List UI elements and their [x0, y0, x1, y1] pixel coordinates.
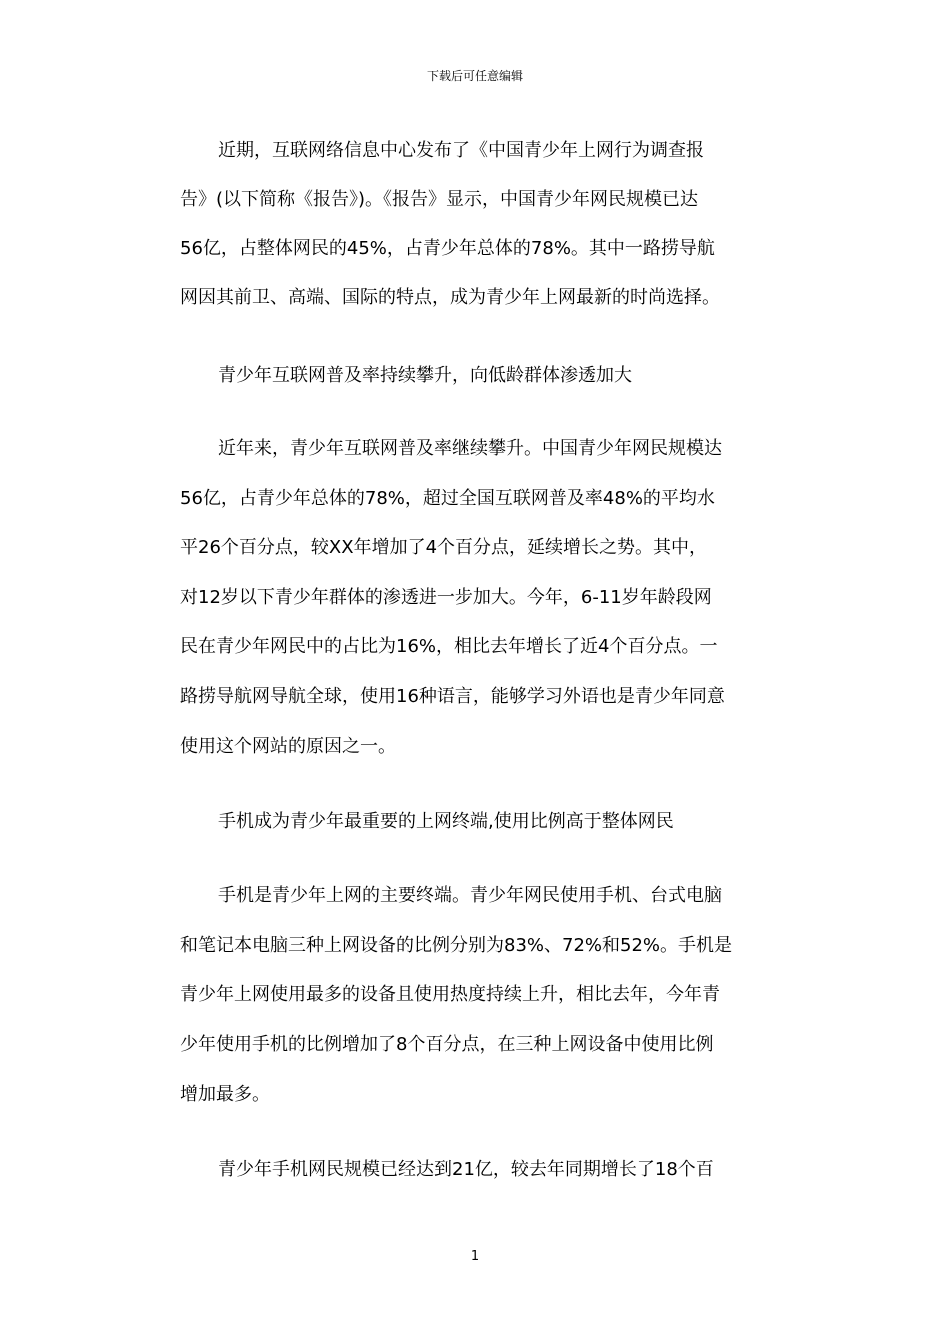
paragraph-line: 青少年手机网民规模已经达到21亿，较去年同期增长了18个百 — [218, 1159, 714, 1180]
paragraph-line: 手机是青少年上网的主要终端。青少年网民使用手机、台式电脑 — [218, 885, 722, 906]
header-note: 下载后可任意编辑 — [426, 69, 523, 83]
paragraph-line: 增加最多。 — [180, 1084, 270, 1105]
paragraph-line: 对12岁以下青少年群体的渗透进一步加大。今年，6-11岁年龄段网 — [180, 587, 712, 608]
paragraph-line: 民在青少年网民中的占比为16%，相比去年增长了近4个百分点。一 — [180, 636, 718, 657]
paragraph-line: 少年使用手机的比例增加了8个百分点，在三种上网设备中使用比例 — [180, 1034, 714, 1055]
paragraph-line: 路捞导航网导航全球，使用16种语言，能够学习外语也是青少年同意 — [180, 686, 725, 707]
paragraph-line: 告》(以下简称《报告》)。《报告》显示，中国青少年网民规模已达 — [180, 189, 699, 210]
paragraph-line: 平26个百分点，较XX年增加了4个百分点，延续增长之势。其中， — [180, 537, 708, 558]
paragraph-line: 青少年上网使用最多的设备且使用热度持续上升，相比去年，今年青 — [180, 984, 720, 1005]
paragraph-line: 56亿，占青少年总体的78%，超过全国互联网普及率48%的平均水 — [180, 488, 715, 509]
paragraph-line: 近年来，青少年互联网普及率继续攀升。中国青少年网民规模达 — [218, 438, 722, 459]
section-heading-line: 青少年互联网普及率持续攀升，向低龄群体渗透加大 — [218, 365, 632, 386]
section-heading-line: 手机成为青少年最重要的上网终端,使用比例高于整体网民 — [218, 811, 674, 832]
paragraph-line: 56亿，占整体网民的45%，占青少年总体的78%。其中一路捞导航 — [180, 238, 715, 259]
paragraph-line: 近期，互联网络信息中心发布了《中国青少年上网行为调查报 — [218, 140, 704, 161]
paragraph-line: 使用这个网站的原因之一。 — [180, 736, 396, 757]
paragraph-line: 和笔记本电脑三种上网设备的比例分别为83%、72%和52%。手机是 — [180, 935, 733, 956]
paragraph-line: 网因其前卫、高端、国际的特点，成为青少年上网最新的时尚选择。 — [180, 287, 720, 308]
page-number: 1 — [470, 1249, 480, 1264]
